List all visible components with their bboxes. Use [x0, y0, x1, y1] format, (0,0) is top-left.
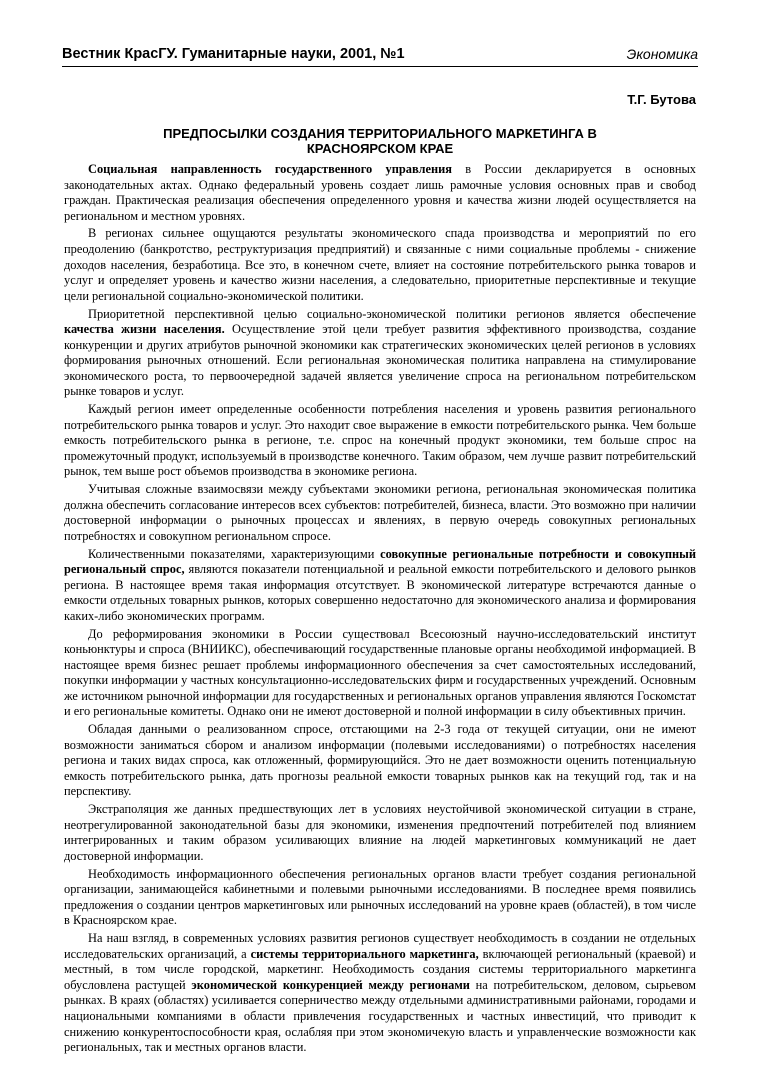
journal-title: Вестник КрасГУ. Гуманитарные науки, 2001, №1 — [62, 46, 405, 62]
paragraph — [64, 802, 696, 864]
article-body — [64, 162, 696, 1058]
paragraph-text: на потребительском, деловом, сырьевом рынках. В краях (областях) усиливается соперничество между отдельными административными районами, городами и национальными компаниями в области привлечения государственных и частных инвестиций, что приводит к снижению конкурентоспособности края, ослабляя при этом экономичекую власть и управленческие возможности как региональных, так и местных органов власти. — [64, 977, 697, 1055]
paragraph — [64, 226, 696, 304]
paragraph — [64, 867, 696, 929]
paragraph-text: Количественными показателями, характеризующими — [88, 546, 381, 561]
paragraph-text: Обладая данными о реализованном спросе, отстающими на 2-3 года от текущей ситуации, они не имеют возможности заниматься сбором и анализом информации (полевыми исследованиями) о потребностях населения региона и таких видах спроса, как отложенный, формирующийся. Это не дает возможности оценить потенциальную емкость потребительского рынка, дать прогнозы реальной емкости товарных рынков как на текущий год, так и на перспективу. — [64, 722, 696, 799]
paragraph — [64, 162, 696, 224]
article-title — [62, 126, 698, 156]
paragraph-text: в России декларируется в основных законодательных актах. Однако федеральный уровень создает лишь рамочные условия основных прав и свобод граждан. Практическая реализация обеспечения определенного уровня и качества жизни людей осуществляется на региональном и местном уровнях. — [64, 162, 697, 223]
paragraph — [64, 547, 696, 625]
paragraph-text: Необходимость информационного обеспечения региональных органов власти требует создания региональной организации, занимающейся кабинетными и полевыми рыночными исследованиями. В последнее время появились предложения о создании центров маркетинговых или рыночных исследований на уровне краев (областей), в том числе в Красноярском крае. — [64, 866, 696, 928]
author-name: Т.Г. Бутова — [627, 92, 696, 107]
article-title-line-1: ПРЕДПОСЫЛКИ СОЗДАНИЯ ТЕРРИТОРИАЛЬНОГО МАРКЕТИНГА В — [163, 126, 597, 141]
emphasis-text: совокупные региональные потребности и совокупный региональный спрос, — [64, 546, 697, 577]
paragraph-text: До реформирования экономики в России существовал Всесоюзный научно-исследовательский институт коньюнктуры и спроса (ВНИИКС), обеспечивающий государственные плановые органы необходимой информацией. В настоящее время бизнес решает проблемы информационного обеспечения за счет самостоятельных исследований, покупки информации у частных консультационно-исследовательских фирм и государственных учреждений. Основным же источником рыночной информации для государственных и региональных органов управления являются Госкомстат и его региональные комитеты. Однако они не имеют достоверной и полной информации в силу объективных причин. — [64, 626, 696, 719]
paragraph-text: Приоритетной перспективной целью социально-экономической политики регионов является обеспечение — [88, 306, 696, 321]
paragraph-text: Осуществление этой цели требует развития эффективного производства, создание конкуренции и других атрибутов рыночной экономики как стратегических экономических целей регионов в условиях формирования рыночных отношений. Если региональная экономическая политика направлена на стимулирование экономического роста, то первоочередной задачей является увеличение спроса на региональном потребительском рынке товаров и услуг. — [64, 322, 696, 399]
emphasis-text: качества жизни населения. — [64, 322, 225, 337]
paragraph — [64, 627, 696, 720]
paragraph-text: Учитывая сложные взаимосвязи между субъектами экономики региона, региональная экономическая политика должна обеспечить согласование интересов всех субъектов: потребителей, бизнеса, власти. Это возможно при наличии достоверной информации о рыночных процессах и явлениях, в первую очередь совокупных региональных потребностях и совокупном региональном спросе. — [64, 482, 696, 543]
paragraph-text: включающей региональный (краевой) и местный, в том числе городской, маркетинг. Необходимость создания системы территориального маркетинга обусловлена растущей — [64, 946, 696, 992]
paragraph-text: являются показатели потенциальной и реальной емкости потребительского и делового рынков региона. В настоящее время такая информация отсутствует. В экономической литературе встречаются данные о емкости отдельных товарных рынков, которых совершенно недостаточно для экономического анализа и формирования каких-либо экономических программ. — [64, 562, 696, 623]
paragraph-text: Каждый регион имеет определенные особенности потребления населения и уровень развития регионального потребительского рынка товаров и услуг. Это находит свое выражение в емкости потребительского рынка. Чем больше емкость потребительского рынка в регионе, т.е. спрос на конечный продукт экономики, тем больше спрос на промежуточный продукт, используемый в производстве конечного. Таким образом, чем лучше развит потребительский рынок, тем выше рост объемов производства в экономике региона. — [64, 402, 696, 479]
paragraph — [64, 402, 696, 480]
section-name: Экономика — [626, 46, 698, 62]
emphasis-text: системы территориального маркетинга, — [250, 946, 479, 961]
paragraph-text: На наш взгляд, в современных условиях развития регионов существует необходимость в создании не отдельных исследовательских организаций, а — [64, 931, 696, 961]
emphasis-text: Социальная направленность государственного управления — [88, 162, 452, 176]
journal-header — [62, 42, 698, 67]
paragraph — [64, 722, 696, 800]
paragraph — [64, 307, 696, 400]
article-title-line-2: КРАСНОЯРСКОМ КРАЕ — [306, 141, 454, 156]
emphasis-text: экономической конкуренцией между регионами — [191, 977, 470, 992]
paragraph-text: Экстраполяция же данных предшествующих лет в условиях неустойчивой экономической ситуации в стране, неотрегулированной законодательной базы для экономики, изменения предпочтений потребителей под влиянием интегрированных и таким образом усиливающих влияние на людей маркетинговых коммуникаций не дает достоверной информации. — [64, 802, 696, 863]
paragraph — [64, 482, 696, 544]
paragraph — [64, 931, 696, 1055]
paragraph-text: В регионах сильнее ощущаются результаты экономического спада производства и мероприятий по его преодолению (банкротство, реструктуризация предприятий) и связанные с ними социальные проблемы - снижение доходов населения, безработица. Все это, в конечном счете, влияет на состояние потребительского рынка товаров и услуг и определяет уровень и качество жизни населения, а следовательно, приоритетные перспективные и текущие цели региональной социально-экономической политики. — [64, 226, 696, 303]
